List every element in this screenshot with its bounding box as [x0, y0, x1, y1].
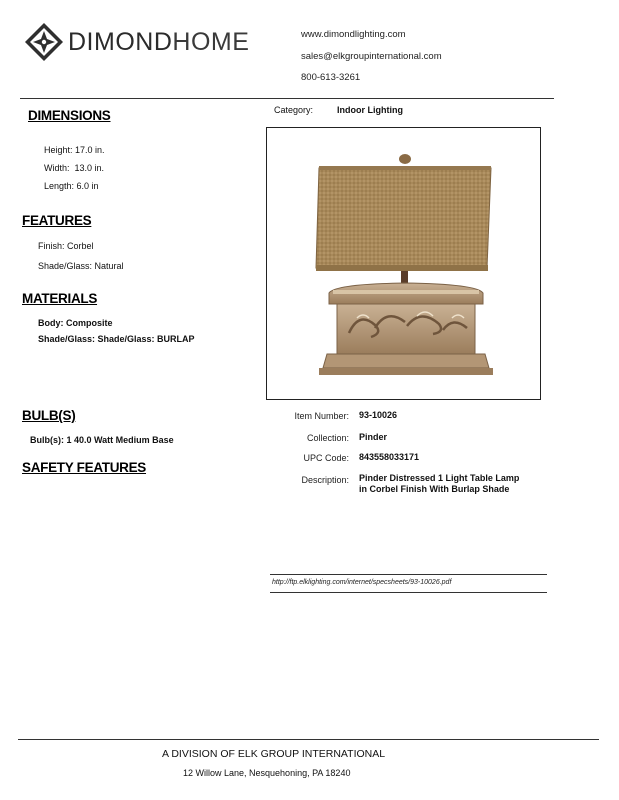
url-bottom-rule	[270, 592, 547, 593]
item-number-label: Item Number:	[294, 411, 349, 421]
footer-divider	[18, 739, 599, 740]
bulb-spec: Bulb(s): 1 40.0 Watt Medium Base	[30, 435, 174, 445]
description-line-1: Pinder Distressed 1 Light Table Lamp	[359, 473, 520, 483]
bulbs-title: BULB(S)	[22, 408, 76, 423]
features-title: FEATURES	[22, 213, 92, 228]
materials-title: MATERIALS	[22, 291, 98, 306]
safety-features-title: SAFETY FEATURES	[22, 460, 147, 475]
dimension-height: Height: 17.0 in.	[44, 145, 105, 155]
brand-name-bold: DIMOND	[68, 28, 173, 56]
brand-logo	[24, 22, 284, 64]
website-link[interactable]: www.dimondlighting.com	[301, 29, 406, 40]
phone-number: 800-613-3261	[301, 72, 361, 83]
material-body: Body: Composite	[38, 318, 113, 328]
upc-label: UPC Code:	[303, 453, 349, 463]
feature-shade: Shade/Glass: Natural	[38, 261, 124, 271]
brand-name-light: HOME	[172, 28, 250, 56]
header-divider	[20, 98, 554, 99]
category-label: Category:	[274, 105, 314, 115]
table-lamp-image	[267, 128, 540, 399]
category-value: Indoor Lighting	[337, 105, 403, 115]
collection-value: Pinder	[359, 432, 388, 442]
feature-finish: Finish: Corbel	[38, 241, 94, 251]
item-number-value: 93-10026	[359, 410, 398, 420]
footer-address: 12 Willow Lane, Nesquehoning, PA 18240	[183, 768, 351, 778]
email-link[interactable]: sales@elkgroupinternational.com	[301, 51, 442, 62]
compass-star-icon	[24, 22, 64, 62]
upc-value: 843558033171	[359, 452, 420, 462]
description-line-2: in Corbel Finish With Burlap Shade	[359, 484, 510, 494]
url-top-rule	[270, 574, 547, 575]
footer-division: A DIVISION OF ELK GROUP INTERNATIONAL	[162, 748, 386, 760]
dimensions-title: DIMENSIONS	[28, 108, 111, 123]
description-label: Description:	[301, 475, 349, 485]
dimension-width: Width: 13.0 in.	[44, 163, 105, 173]
material-shade: Shade/Glass: Shade/Glass: BURLAP	[38, 334, 195, 344]
dimension-length: Length: 6.0 in	[44, 181, 99, 191]
product-photo	[266, 127, 541, 400]
collection-label: Collection:	[306, 433, 349, 443]
spec-sheet-link[interactable]: http://ftp.elklighting.com/internet/specsheets/93-10026.pdf	[272, 579, 452, 586]
